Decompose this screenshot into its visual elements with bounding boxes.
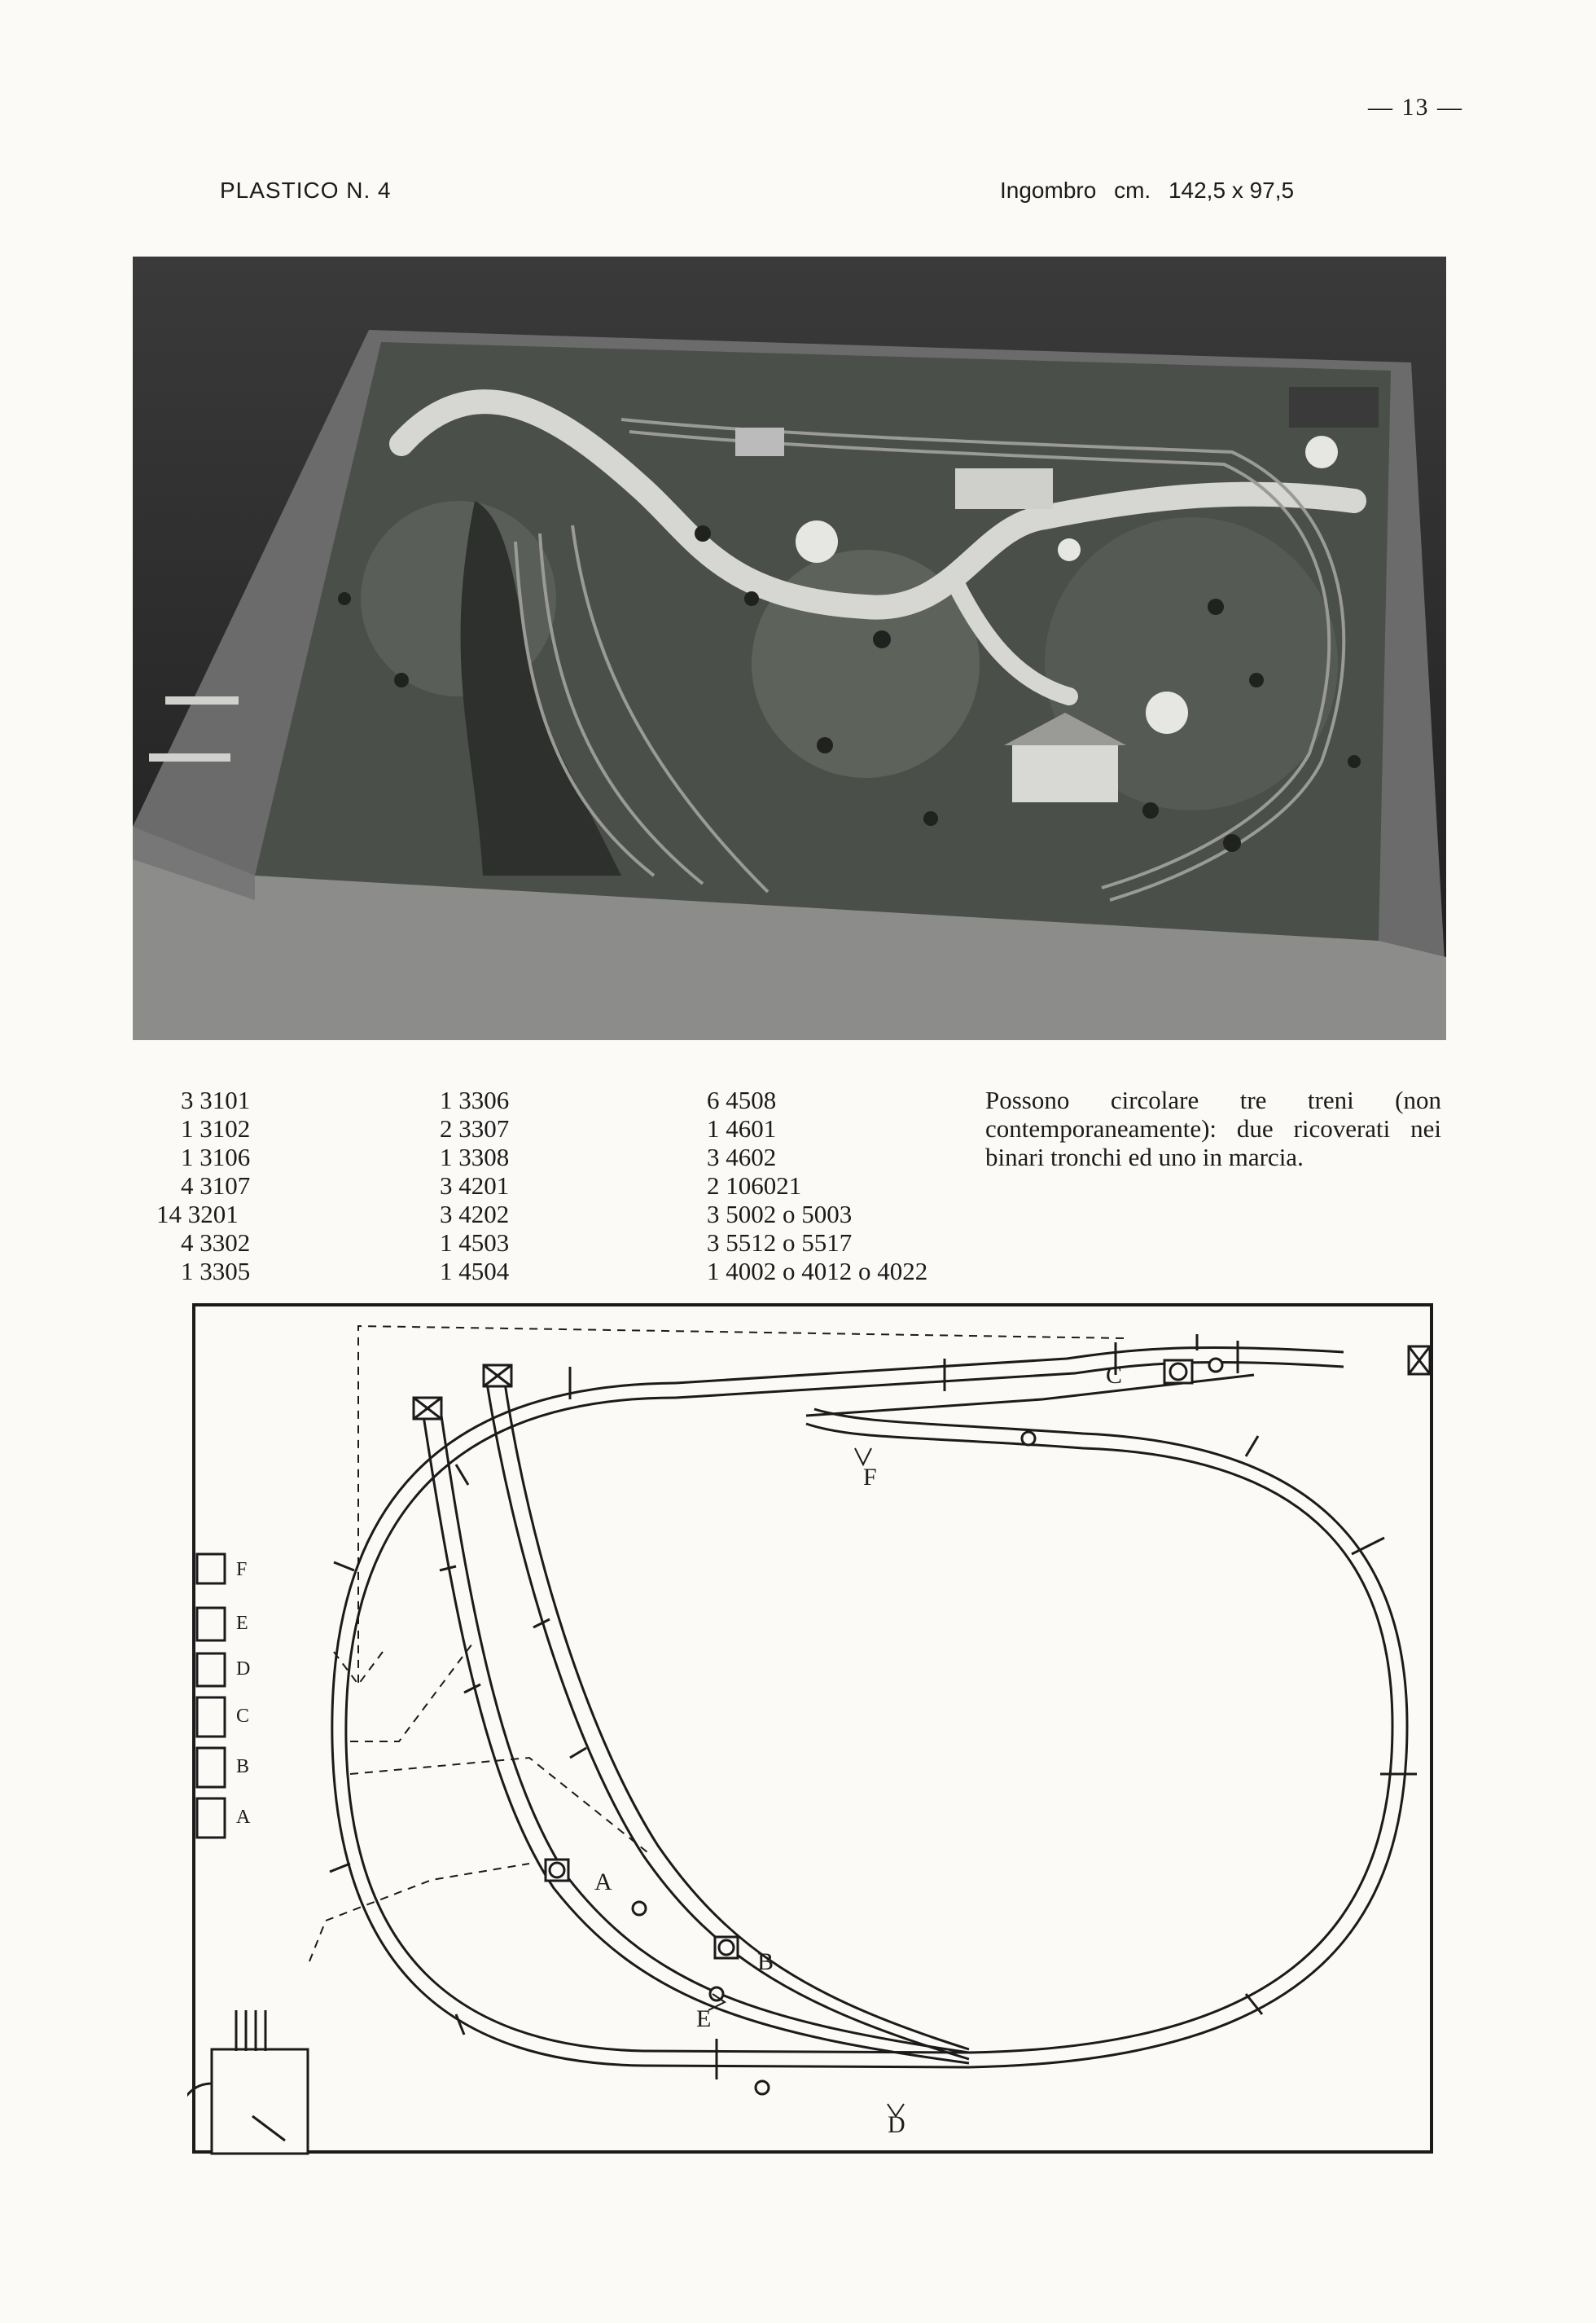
panel-label-e: E	[236, 1613, 248, 1634]
panel-label-b: B	[236, 1756, 250, 1777]
part-row: 1 3106	[181, 1143, 251, 1171]
panel-label-a: A	[236, 1807, 251, 1828]
part-row: 1 4504	[440, 1257, 510, 1285]
label-b: B	[757, 1948, 774, 1975]
part-row: 1 4503	[440, 1228, 510, 1257]
part-row: 6 4508	[707, 1086, 777, 1114]
label-c: C	[1106, 1362, 1123, 1389]
part-row: 3 4201	[440, 1171, 510, 1200]
page-title: PLASTICO N. 4	[220, 178, 392, 203]
label-d: D	[888, 2111, 905, 2138]
dimensions-value: 142,5 x 97,5	[1168, 178, 1295, 203]
part-row: 1 3308	[440, 1143, 510, 1171]
parts-column-1	[156, 1086, 251, 1285]
panel-label-c: C	[236, 1706, 250, 1727]
label-a: A	[594, 1869, 612, 1895]
part-row: 4 3107	[181, 1171, 251, 1200]
part-row: 1 3102	[181, 1114, 251, 1143]
part-row: 2 3307	[440, 1114, 510, 1143]
page-number: — 13 —	[1368, 94, 1463, 121]
dimensions-unit: cm.	[1114, 178, 1151, 203]
part-row: 1 3306	[440, 1086, 510, 1114]
part-row: 1 4601	[707, 1114, 777, 1143]
panel-label-d: D	[236, 1658, 251, 1680]
track-diagram	[187, 1302, 1438, 2157]
part-row: 3 4202	[440, 1200, 510, 1228]
parts-column-3	[707, 1086, 927, 1285]
parts-column-2	[440, 1086, 509, 1285]
part-row: 3 5002 o 5003	[707, 1200, 853, 1228]
panel-label-f: F	[236, 1559, 248, 1580]
layout-photograph	[133, 257, 1446, 1040]
part-row: 14 3201	[156, 1200, 239, 1228]
label-f: F	[863, 1464, 877, 1491]
dimensions	[1000, 178, 1305, 204]
dimensions-label: Ingombro	[1000, 178, 1097, 203]
part-row: 1 4002 o 4012 o 4022	[707, 1257, 928, 1285]
part-row: 2 106021	[707, 1171, 802, 1200]
part-row: 3 5512 o 5517	[707, 1228, 853, 1257]
label-e: E	[696, 2005, 712, 2032]
part-row: 1 3305	[181, 1257, 251, 1285]
note-text: Possono circolare tre treni (non contemporaneamente): due ricoverati nei binari tronchi ed uno in marcia.	[985, 1086, 1441, 1171]
part-row: 3 3101	[181, 1086, 251, 1114]
part-row: 4 3302	[181, 1228, 251, 1257]
part-row: 3 4602	[707, 1143, 777, 1171]
